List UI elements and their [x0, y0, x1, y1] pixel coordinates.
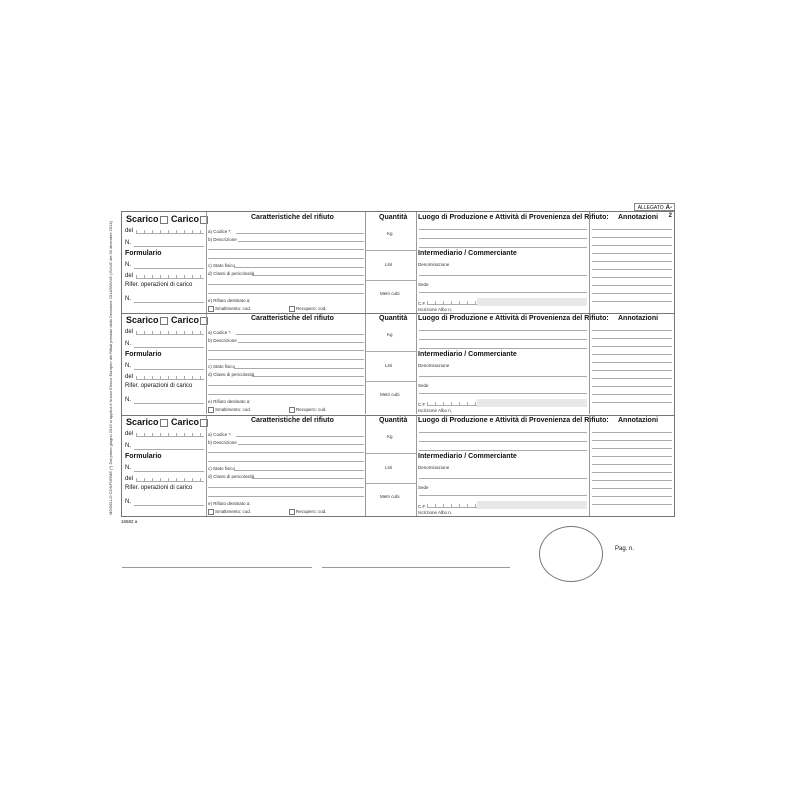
- descrizione-field-3[interactable]: [208, 258, 364, 259]
- stato-fisico-label: c) Stato fisico: [208, 466, 236, 471]
- luogo-header: Luogo di Produzione e Attività di Provenienza del Rifiuto:: [418, 417, 609, 424]
- iscrizione-label: Iscrizione Albo n.: [418, 307, 453, 312]
- annotazioni-header: Annotazioni: [618, 417, 659, 424]
- classi-label: d) Classi di pericolosità: [208, 271, 255, 276]
- annotazioni-line[interactable]: [592, 402, 672, 403]
- annotazioni-line[interactable]: [592, 440, 672, 441]
- annotazioni-line[interactable]: [592, 480, 672, 481]
- codice-field[interactable]: [236, 233, 364, 234]
- recupero-option[interactable]: Recupero: cod.: [289, 509, 327, 515]
- descrizione-field[interactable]: [238, 241, 364, 242]
- annotazioni-line[interactable]: [592, 496, 672, 497]
- litri-label: Litri: [385, 262, 393, 267]
- denominazione-field[interactable]: [419, 275, 587, 276]
- annotazioni-line[interactable]: [592, 301, 672, 302]
- iscrizione-label: Iscrizione Albo n.: [418, 408, 453, 413]
- classi-field-3[interactable]: [208, 293, 364, 294]
- kg-field[interactable]: [366, 250, 416, 251]
- classi-field[interactable]: [252, 275, 364, 276]
- stato-fisico-label: c) Stato fisico: [208, 263, 236, 268]
- cf-shaded-area: [477, 298, 587, 306]
- allegato-label: ALLEGATO: [637, 205, 664, 211]
- formulario-date-field[interactable]: [136, 274, 204, 279]
- codice-label: a) Codice *:: [208, 229, 232, 234]
- n-label: N.: [125, 443, 131, 449]
- kg-field[interactable]: [366, 351, 416, 352]
- classi-label: d) Classi di pericolosità: [208, 372, 255, 377]
- n-label: N.: [125, 240, 131, 246]
- luogo-field-2[interactable]: [419, 441, 587, 442]
- carico-label: Carico: [171, 417, 208, 427]
- column-divider: [416, 313, 417, 414]
- cf-field[interactable]: [427, 503, 477, 508]
- descrizione-field[interactable]: [238, 342, 364, 343]
- descrizione-label: b) Descrizione: [208, 237, 237, 242]
- rifer-label: Rifer. operazioni di carico: [125, 383, 193, 389]
- cf-shaded-area: [477, 399, 587, 407]
- signature-line-2: [322, 567, 510, 568]
- annotazioni-line[interactable]: [592, 293, 672, 294]
- del-label: del: [125, 431, 134, 437]
- annotazioni-line[interactable]: [592, 277, 672, 278]
- descrizione-label: b) Descrizione: [208, 440, 237, 445]
- recupero-option[interactable]: Recupero: cod.: [289, 306, 327, 312]
- annotazioni-line[interactable]: [592, 285, 672, 286]
- scarico-checkbox[interactable]: [160, 317, 168, 325]
- descrizione-field[interactable]: [238, 444, 364, 445]
- annotazioni-line[interactable]: [592, 330, 672, 331]
- descrizione-field-2[interactable]: [208, 249, 364, 250]
- annotazioni-line[interactable]: [592, 394, 672, 395]
- luogo-field-3[interactable]: [419, 450, 587, 451]
- iscrizione-label: Iscrizione Albo n.: [418, 510, 453, 515]
- annotazioni-line[interactable]: [592, 386, 672, 387]
- quantita-header: Quantità: [379, 417, 408, 424]
- classi-label: d) Classi di pericolosità: [208, 474, 255, 479]
- annotazioni-line[interactable]: [592, 354, 672, 355]
- caratteristiche-header: Caratteristiche del rifiuto: [251, 417, 334, 424]
- litri-label: Litri: [385, 465, 393, 470]
- annotazioni-line[interactable]: [592, 346, 672, 347]
- sede-label: Sede: [418, 485, 429, 490]
- rifer-number-field[interactable]: [134, 505, 204, 506]
- stato-fisico-field[interactable]: [234, 470, 364, 471]
- form-code: 16582 a: [121, 519, 138, 524]
- stato-fisico-field[interactable]: [234, 368, 364, 369]
- n-label: N.: [125, 341, 131, 347]
- classi-field-3[interactable]: [208, 394, 364, 395]
- formulario-label: Formulario: [125, 453, 162, 460]
- row-separator: [122, 313, 674, 314]
- sede-field[interactable]: [419, 495, 587, 496]
- classi-field-3[interactable]: [208, 496, 364, 497]
- formulario-date-field[interactable]: [136, 375, 204, 380]
- denominazione-field[interactable]: [419, 376, 587, 377]
- signature-line-1: [122, 567, 312, 568]
- formulario-date-field[interactable]: [136, 477, 204, 482]
- annotazioni-line[interactable]: [592, 448, 672, 449]
- carico-label: Carico: [171, 315, 208, 325]
- annotazioni-line[interactable]: [592, 253, 672, 254]
- allegato-badge: [634, 203, 675, 219]
- luogo-header: Luogo di Produzione e Attività di Provenienza del Rifiuto:: [418, 214, 609, 221]
- codice-field[interactable]: [236, 334, 364, 335]
- column-divider: [365, 313, 366, 414]
- row-separator: [122, 415, 674, 416]
- register-entry: [122, 313, 674, 414]
- rifer-n-label: N.: [125, 499, 131, 505]
- intermediario-header: Intermediario / Commerciante: [418, 351, 517, 358]
- annotazioni-line[interactable]: [592, 488, 672, 489]
- allegato-code: A-2: [665, 205, 672, 219]
- annotazioni-line[interactable]: [592, 269, 672, 270]
- descrizione-field-2[interactable]: [208, 452, 364, 453]
- formulario-del-label: del: [125, 476, 134, 482]
- sede-field[interactable]: [419, 292, 587, 293]
- annotazioni-line[interactable]: [592, 432, 672, 433]
- sede-label: Sede: [418, 383, 429, 388]
- column-divider: [365, 415, 366, 516]
- destinato-label: e) Rifiuto destinato a:: [208, 399, 251, 404]
- register-entry: [122, 415, 674, 516]
- page-number-label: Pag. n.: [615, 546, 635, 552]
- codice-label: a) Codice *:: [208, 432, 232, 437]
- register-form: [121, 211, 675, 517]
- number-field[interactable]: [134, 347, 204, 348]
- quantita-header: Quantità: [379, 214, 408, 221]
- annotazioni-line[interactable]: [592, 472, 672, 473]
- codice-label: a) Codice *:: [208, 330, 232, 335]
- formulario-n-label: N.: [125, 262, 131, 268]
- cf-shaded-area: [477, 501, 587, 509]
- scarico-checkbox[interactable]: [160, 419, 168, 427]
- column-divider: [589, 313, 590, 414]
- stato-fisico-field[interactable]: [234, 267, 364, 268]
- annotazioni-line[interactable]: [592, 237, 672, 238]
- rifer-n-label: N.: [125, 296, 131, 302]
- formulario-number-field[interactable]: [134, 471, 204, 472]
- kg-label: Kg: [387, 434, 393, 439]
- denominazione-field[interactable]: [419, 478, 587, 479]
- luogo-field-2[interactable]: [419, 238, 587, 239]
- column-divider: [365, 212, 366, 313]
- rifer-label: Rifer. operazioni di carico: [125, 282, 193, 288]
- annotazioni-line[interactable]: [592, 378, 672, 379]
- number-field[interactable]: [134, 246, 204, 247]
- date-field[interactable]: [136, 432, 204, 437]
- cf-label: C.F.: [418, 504, 427, 509]
- quantita-header: Quantità: [379, 315, 408, 322]
- scarico-label: Scarico: [126, 315, 168, 325]
- formulario-label: Formulario: [125, 351, 162, 358]
- date-field[interactable]: [136, 330, 204, 335]
- number-field[interactable]: [134, 449, 204, 450]
- cf-label: C.F.: [418, 301, 427, 306]
- del-label: del: [125, 228, 134, 234]
- intermediario-header: Intermediario / Commerciante: [418, 250, 517, 257]
- descrizione-field-3[interactable]: [208, 359, 364, 360]
- rifer-n-label: N.: [125, 397, 131, 403]
- annotazioni-line[interactable]: [592, 261, 672, 262]
- kg-label: Kg: [387, 231, 393, 236]
- annotazioni-line[interactable]: [592, 464, 672, 465]
- luogo-field-3[interactable]: [419, 247, 587, 248]
- cf-field[interactable]: [427, 300, 477, 305]
- destinato-label: e) Rifiuto destinato a:: [208, 298, 251, 303]
- sede-label: Sede: [418, 282, 429, 287]
- column-divider: [206, 415, 207, 516]
- smaltimento-option[interactable]: Smaltimento: cod.: [208, 407, 251, 413]
- metri-cubi-label: Metri cubi: [380, 392, 400, 397]
- scarico-label: Scarico: [126, 214, 168, 224]
- classi-field[interactable]: [252, 478, 364, 479]
- side-note: [108, 215, 120, 515]
- litri-field[interactable]: [366, 280, 416, 281]
- caratteristiche-header: Caratteristiche del rifiuto: [251, 315, 334, 322]
- annotazioni-line[interactable]: [592, 229, 672, 230]
- cf-field[interactable]: [427, 401, 477, 406]
- formulario-del-label: del: [125, 374, 134, 380]
- sede-field[interactable]: [419, 393, 587, 394]
- cf-label: C.F.: [418, 402, 427, 407]
- formulario-number-field[interactable]: [134, 268, 204, 269]
- stato-fisico-label: c) Stato fisico: [208, 364, 236, 369]
- scarico-label: Scarico: [126, 417, 168, 427]
- smaltimento-option[interactable]: Smaltimento: cod.: [208, 306, 251, 312]
- scarico-checkbox[interactable]: [160, 216, 168, 224]
- smaltimento-option[interactable]: Smaltimento: cod.: [208, 509, 251, 515]
- descrizione-label: b) Descrizione: [208, 338, 237, 343]
- formulario-n-label: N.: [125, 465, 131, 471]
- rifer-label: Rifer. operazioni di carico: [125, 485, 193, 491]
- annotazioni-line[interactable]: [592, 362, 672, 363]
- column-divider: [206, 212, 207, 313]
- luogo-field-1[interactable]: [419, 330, 587, 331]
- formulario-del-label: del: [125, 273, 134, 279]
- denominazione-label: Denominazione: [418, 363, 450, 368]
- kg-label: Kg: [387, 332, 393, 337]
- luogo-field-2[interactable]: [419, 339, 587, 340]
- column-divider: [416, 212, 417, 313]
- column-divider: [416, 415, 417, 516]
- caratteristiche-header: Caratteristiche del rifiuto: [251, 214, 334, 221]
- carico-label: Carico: [171, 214, 208, 224]
- kg-field[interactable]: [366, 453, 416, 454]
- annotazioni-line[interactable]: [592, 338, 672, 339]
- denominazione-label: Denominazione: [418, 465, 450, 470]
- column-divider: [589, 212, 590, 313]
- formulario-n-label: N.: [125, 363, 131, 369]
- classi-field[interactable]: [252, 376, 364, 377]
- column-divider: [589, 415, 590, 516]
- descrizione-field-2[interactable]: [208, 350, 364, 351]
- annotazioni-line[interactable]: [592, 504, 672, 505]
- codice-field[interactable]: [236, 436, 364, 437]
- classi-field-2[interactable]: [208, 487, 364, 488]
- classi-field-2[interactable]: [208, 284, 364, 285]
- del-label: del: [125, 329, 134, 335]
- rifer-number-field[interactable]: [134, 403, 204, 404]
- recupero-option[interactable]: Recupero: cod.: [289, 407, 327, 413]
- formulario-number-field[interactable]: [134, 369, 204, 370]
- luogo-field-1[interactable]: [419, 229, 587, 230]
- annotazioni-header: Annotazioni: [618, 214, 659, 221]
- column-divider: [206, 313, 207, 414]
- rifer-number-field[interactable]: [134, 302, 204, 303]
- litri-field[interactable]: [366, 483, 416, 484]
- litri-label: Litri: [385, 363, 393, 368]
- destinato-label: e) Rifiuto destinato a:: [208, 501, 251, 506]
- intermediario-header: Intermediario / Commerciante: [418, 453, 517, 460]
- side-note-text: MODELLO CONFORME (*) Dal primo giugno 2015 si applica il Nuovo Elenco Europeo dei Rifiuti previsto dalla Decisione 2014/955/UE (GUUE del 30 dicembre 2014): [108, 221, 113, 515]
- stamp-circle: [539, 526, 603, 582]
- annotazioni-line[interactable]: [592, 456, 672, 457]
- luogo-header: Luogo di Produzione e Attività di Provenienza del Rifiuto:: [418, 315, 609, 322]
- annotazioni-line[interactable]: [592, 370, 672, 371]
- descrizione-field-3[interactable]: [208, 461, 364, 462]
- luogo-field-3[interactable]: [419, 348, 587, 349]
- metri-cubi-label: Metri cubi: [380, 494, 400, 499]
- date-field[interactable]: [136, 229, 204, 234]
- register-entry: [122, 212, 674, 313]
- classi-field-2[interactable]: [208, 385, 364, 386]
- annotazioni-line[interactable]: [592, 245, 672, 246]
- denominazione-label: Denominazione: [418, 262, 450, 267]
- formulario-label: Formulario: [125, 250, 162, 257]
- litri-field[interactable]: [366, 381, 416, 382]
- luogo-field-1[interactable]: [419, 432, 587, 433]
- annotazioni-header: Annotazioni: [618, 315, 659, 322]
- metri-cubi-label: Metri cubi: [380, 291, 400, 296]
